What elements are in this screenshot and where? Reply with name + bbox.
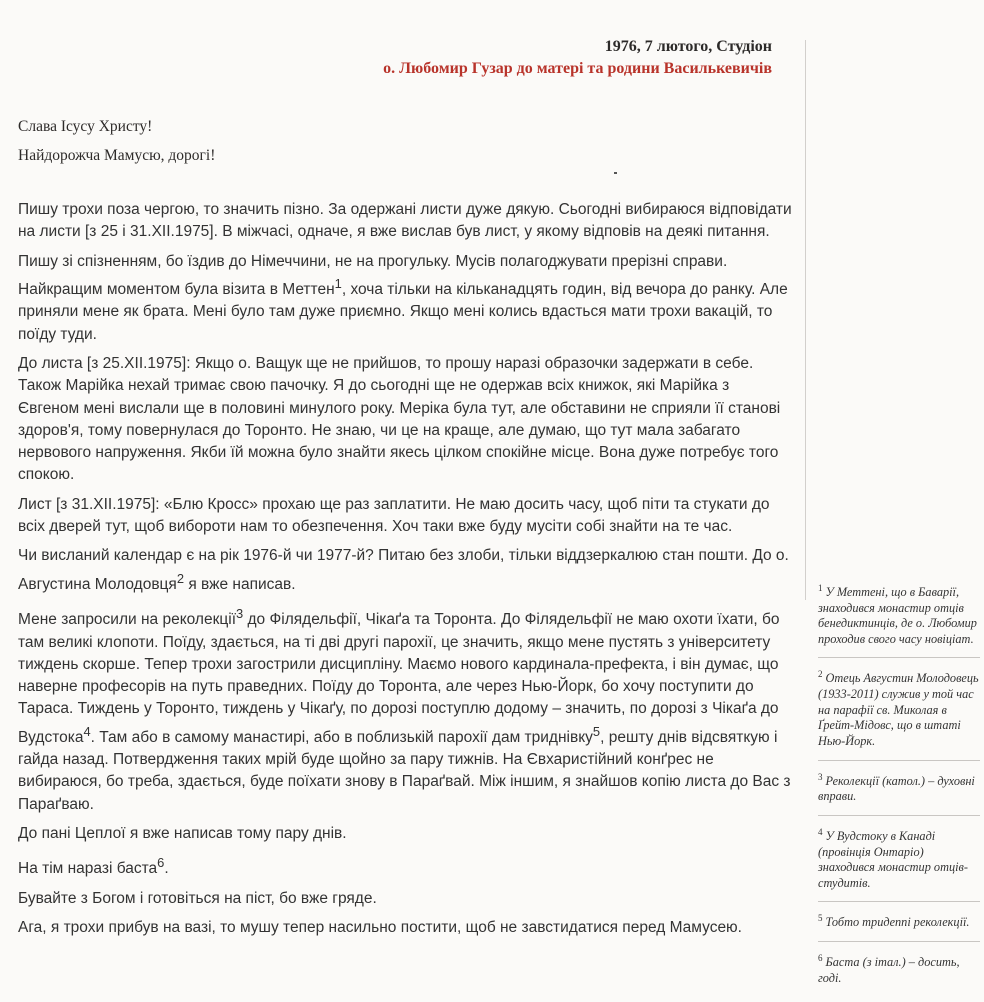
footnote: $^6$ Баста (з італ.) – досить, годі. <box>818 952 960 985</box>
paragraph: Бувайте з Богом і готовіться на піст, бо вже гряде. <box>18 889 377 907</box>
footnote-ref: 2 <box>176 570 185 586</box>
paragraph: Чи висланий календар є на рік 1976-й чи 1977-й? Питаю без злоби, тільки віддзеркалюю стан пошти. До о. Августина Молодовця$^2$ я вже написав. <box>18 547 789 593</box>
footnote: $^3$ Реколекції (катол.) – духовні вправи. <box>818 767 980 816</box>
paragraph: Пишу зі спізненням, бо їздив до Німеччини, не на прогульку. Мусів полагоджувати прерізні справи. Найкращим моментом була візита в Меттен$^1$, хоча тільки на кільканадцять годин, від вечора до ранку. Але приняли мене як брата. Мені було там дуже приємно. Якщо мені колись вдасться мати трохи вакацій, то поїду туди. <box>18 252 788 343</box>
footnote-ref: 1 <box>334 275 342 291</box>
paragraph: Пишу трохи поза чергою, то значить пізно. За одержані листи дуже дякую. Сьогодні вибираюся відповідати на листи [з 25 і 31.XII.1975]. В міжчасі, одначе, я вже вислав був лист, у якому відповів на деякі питання. <box>18 201 792 241</box>
letter-date: 1976, 7 лютого, Студіон <box>604 38 772 55</box>
paragraph: До листа [з 25.XII.1975]: Якщо о. Ващук ще не прийшов, то прошу наразі образочки задержати в себе. Також Марійка нехай тримає свою пачочку. Я до сьогодні ще не одержав всіх книжок, які Марійка з Євгеном мені вислали ще в половині минулого року. Меріка була тут, але обставини не сприяли її станові здоров'я, тому повернулася до Торонто. Не знаю, чи це на краще, але думаю, що тут мала забагато нервового напруження. Якби їй можна було знайти якесь цілком спокійне місце. Вона дуже потребує того спокою. <box>18 354 781 484</box>
footnote: $^1$ У Меттені, що в Баварії, знаходився монастир отців бенедиктинців, де о. Любомир проходив свого часу новіціат. <box>818 578 980 658</box>
paragraph: Лист [з 31.XII.1975]: «Блю Кросс» прохаю ще раз заплатити. Не маю досить часу, щоб піти та стукати до всіх дверей тут, щоб вибороти нам то обезпечення. Хоч таки вже буду мусіти собі знайти на те час. <box>18 495 770 536</box>
letter-subtitle: о. Любомир Гузар до матері та родини Василькевичів <box>383 60 772 77</box>
footnote: $^4$ У Вудстоку в Канаді (провінція Онтаріо) знаходився монастир отців-студитів. <box>818 822 980 902</box>
letter-body <box>18 199 793 946</box>
paragraph: Мене запросили на реколекції$^3$ до Філядельфії, Чікаґа та Торонта. До Філядельфії не маю охоти їхати, бо там великі клопоти. Поїду, здається, на ті дві другі парохії, це значить, якщо мене пустять з університету тиждень скорше. Тепер трохи загострили дисципліну. Маємо нового кардинала-префекта, і він думає, що наверне професорів на путь праведних. Поїду до Торонта, але через Нью-Йорк, бо хочу поступити до Тараса. Тиждень у Торонто, тиждень у Чікаґу, по дорозі поступлю додому – значить, по дорозі з Чікаґа до Вудстока$^4$. Там або в самому манастирі, або в поблизькій парохії дам триднівку$^5$, решту днів відсвяткую і гайда назад. Потвердження таких мрій буде щойно за пару тижнів. На Євхаристійний конґрес не вибираюся, бо треба, здається, буде поїхати знову в Параґвай. Між іншим, я знайшов копію листа до Вас з Параґваю. <box>18 606 791 813</box>
footnote-ref: 4 <box>83 723 91 739</box>
footnote: $^5$ Тобто тридennі реколекції. <box>818 908 980 942</box>
footnotes-column <box>818 578 980 1002</box>
margin-divider <box>805 40 806 600</box>
paragraph: До пані Цеплої я вже написав тому пару днів. <box>18 825 347 843</box>
greeting-line-2: Найдорожча Мамусю, дорогі! <box>18 147 216 164</box>
footnote-ref: 5 <box>592 723 601 739</box>
footnote-ref: 3 <box>236 606 244 622</box>
footnote-ref: 6 <box>157 855 165 871</box>
paragraph: Ага, я трохи прибув на вазі, то мушу тепер насильно постити, щоб не завстидатися перед Мамусею. <box>18 919 742 937</box>
ink-mark <box>614 172 617 174</box>
letter-header <box>383 36 772 80</box>
paragraph: На тім наразі баста$^6$. <box>18 855 169 878</box>
footnote: $^2$ Отець Августин Молодовець (1933-2011) служив у той час на парафії св. Миколая в Ґрейт-Мідовс, що в штаті Нью-Йорк. <box>818 664 980 760</box>
greeting-line-1: Слава Ісусу Христу! <box>18 118 153 135</box>
